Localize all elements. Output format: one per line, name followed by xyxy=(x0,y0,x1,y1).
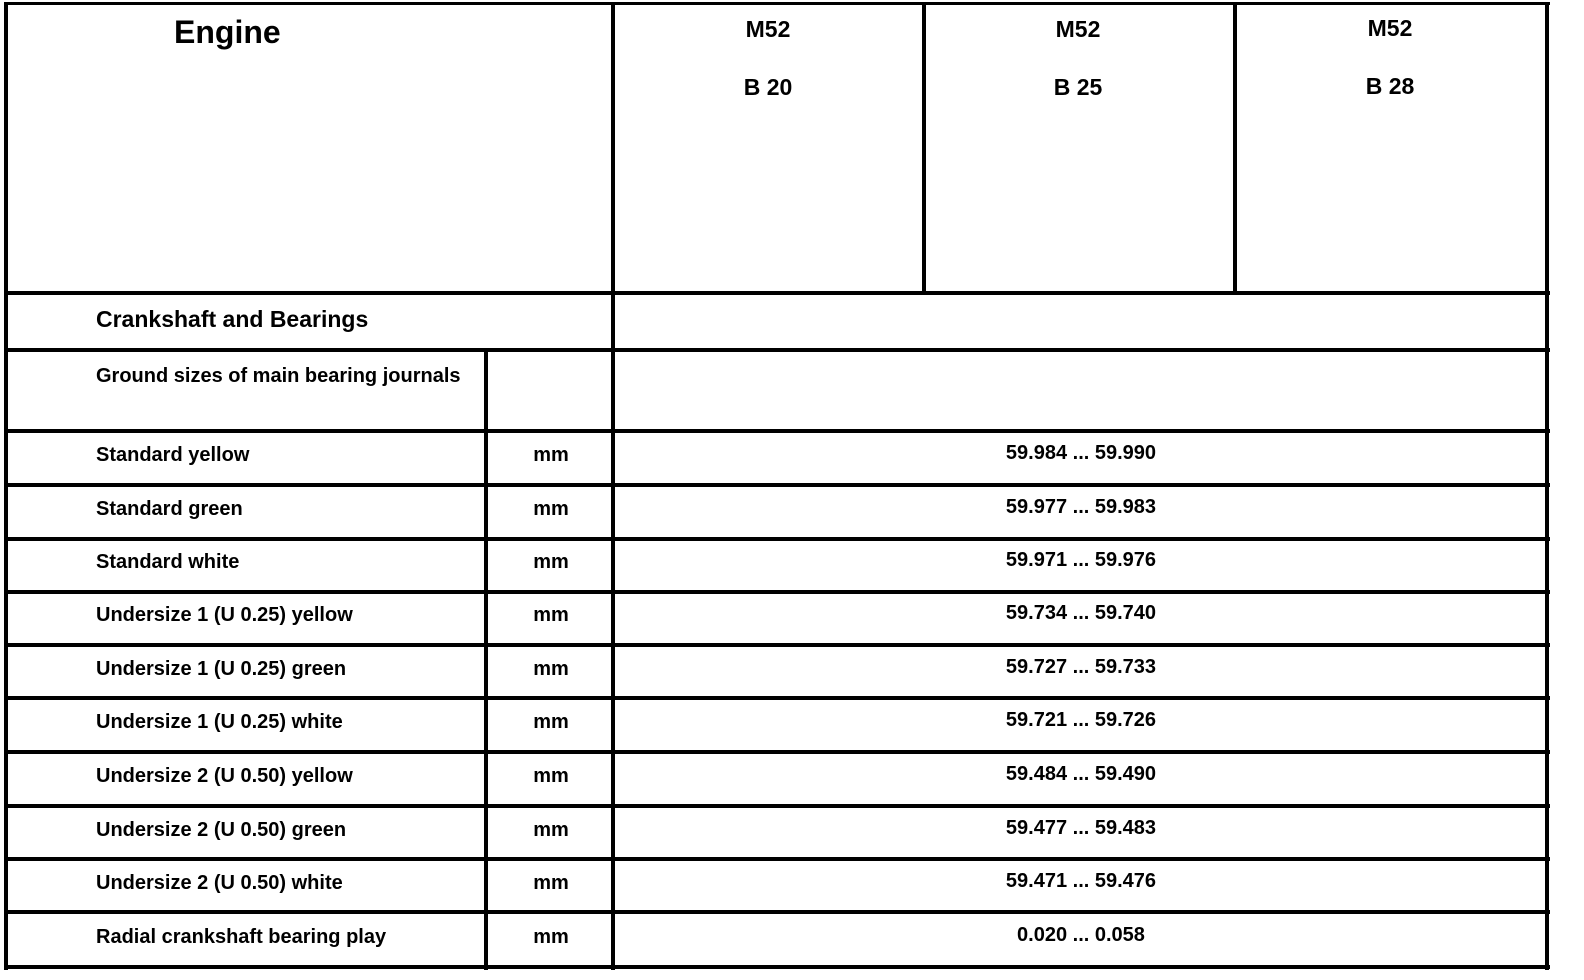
row-label: Undersize 1 (U 0.25) white xyxy=(96,711,343,733)
row-label: Undersize 1 (U 0.25) green xyxy=(96,658,347,680)
row-unit: mm xyxy=(533,658,569,680)
row-label: Standard yellow xyxy=(96,444,250,466)
column-model: M52 xyxy=(745,16,791,42)
row-line xyxy=(4,429,1550,433)
row-value: 59.471 ... 59.476 xyxy=(1005,870,1157,892)
row-unit: mm xyxy=(533,765,569,787)
table-border-top xyxy=(4,2,1550,5)
column-model: M52 xyxy=(1367,15,1413,41)
divider-col-3 xyxy=(1233,2,1237,294)
row-value: 0.020 ... 0.058 xyxy=(1017,924,1145,946)
row-label: Undersize 2 (U 0.50) green xyxy=(96,819,347,841)
row-value: 59.971 ... 59.976 xyxy=(1005,549,1157,571)
row-line xyxy=(4,696,1550,700)
row-value: 59.984 ... 59.990 xyxy=(1005,442,1157,464)
divider-col-2 xyxy=(922,2,926,294)
row-line xyxy=(4,804,1550,808)
table-border-bottom xyxy=(4,965,1550,969)
row-unit: mm xyxy=(533,444,569,466)
row-unit: mm xyxy=(533,926,569,948)
row-unit: mm xyxy=(533,498,569,520)
row-unit: mm xyxy=(533,711,569,733)
row-line xyxy=(4,291,1550,295)
row-line xyxy=(4,348,1550,352)
column-variant: B 25 xyxy=(1053,74,1103,100)
row-line xyxy=(4,483,1550,487)
column-model: M52 xyxy=(1055,16,1101,42)
row-label: Standard white xyxy=(96,551,240,573)
row-unit: mm xyxy=(533,819,569,841)
row-line xyxy=(4,590,1550,594)
row-label: Undersize 2 (U 0.50) white xyxy=(96,872,343,894)
row-line xyxy=(4,643,1550,647)
column-variant: B 28 xyxy=(1365,73,1415,99)
section-subheading: Ground sizes of main bearing journals xyxy=(96,365,461,387)
row-value: 59.727 ... 59.733 xyxy=(1005,656,1157,678)
row-line xyxy=(4,537,1550,541)
row-unit: mm xyxy=(533,551,569,573)
row-value: 59.721 ... 59.726 xyxy=(1005,709,1157,731)
engine-heading: Engine xyxy=(174,14,281,50)
row-value: 59.484 ... 59.490 xyxy=(1005,763,1157,785)
row-label: Standard green xyxy=(96,498,243,520)
row-label: Undersize 2 (U 0.50) yellow xyxy=(96,765,353,787)
row-label: Radial crankshaft bearing play xyxy=(96,926,387,948)
column-variant: B 20 xyxy=(743,74,793,100)
row-line xyxy=(4,857,1550,861)
row-label: Undersize 1 (U 0.25) yellow xyxy=(96,604,353,626)
row-value: 59.734 ... 59.740 xyxy=(1005,602,1157,624)
row-unit: mm xyxy=(533,604,569,626)
row-value: 59.477 ... 59.483 xyxy=(1005,817,1157,839)
row-value: 59.977 ... 59.983 xyxy=(1005,496,1157,518)
section-title: Crankshaft and Bearings xyxy=(96,306,369,332)
row-line xyxy=(4,910,1550,914)
row-unit: mm xyxy=(533,872,569,894)
row-line xyxy=(4,750,1550,754)
